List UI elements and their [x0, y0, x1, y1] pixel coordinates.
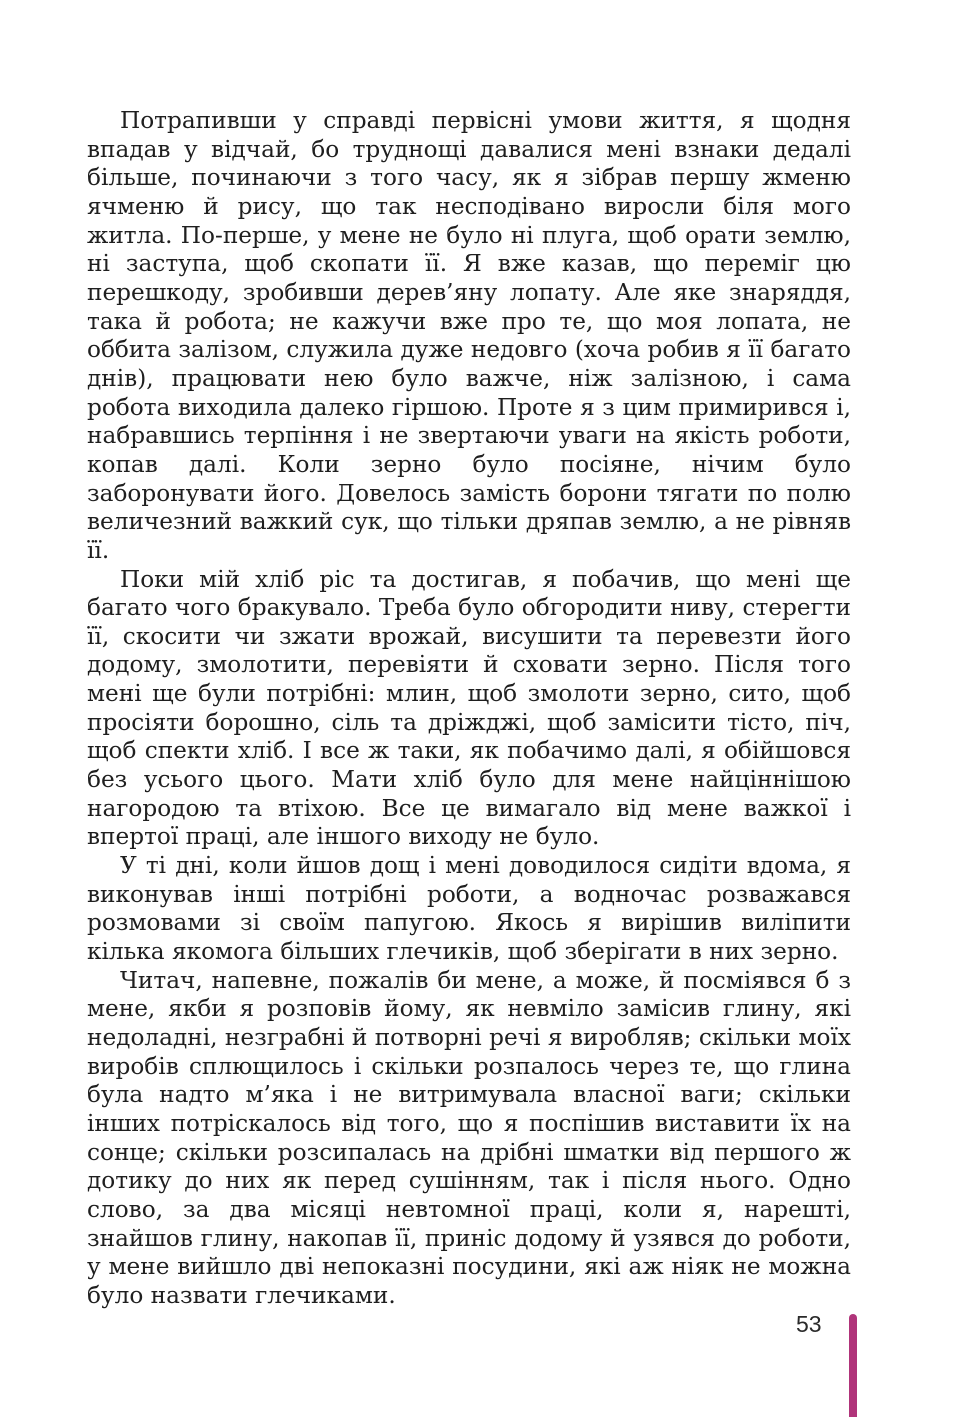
text-body — [87, 107, 851, 1311]
paragraph-2: Поки мій хліб ріс та достигав, я побачив, що мені ще багато чого бракувало. Треба було обгородити ниву, стерегти її, скосити чи зжати врожай, висушити та перевезти його додому, змолотити, перевіяти й сховати зерно. Після того мені ще були потрібні: млин, щоб змолоти зерно, сито, щоб просіяти борошно, сіль та дріжджі, щоб замісити тісто, піч, щоб спекти хліб. І все ж таки, як побачимо далі, я обійшовся без усього цього. Мати хліб було для мене найціннішою нагородою та втіхою. Все це вимагало від мене важкої і впертої праці, але іншого виходу не було. — [87, 565, 851, 851]
page-number: 53 — [796, 1311, 822, 1337]
paragraph-4: Читач, напевне, пожалів би мене, а може, й посміявся б з мене, якби я розповів йому, як невміло замісив глину, які недоладні, незграбні й потворні речі я виробляв; скільки моїх виробів сплющилось і скільки розпалось через те, що глина була надто м’яка і не витримувала власної ваги; скільки інших потріскалось від того, що я поспішив виставити їх на сонце; скільки розсипалась на дрібні шматки від першого ж дотику до них як перед сушінням, так і після нього. Одно слово, за два місяці невтомної праці, коли я, нарешті, знайшов глину, накопав її, приніс додому й узявся до роботи, у мене вийшло дві непоказні посудини, які аж ніяк не можна було назвати глечиками. — [87, 966, 851, 1309]
paragraph-3: У ті дні, коли йшов дощ і мені доводилося сидіти вдома, я виконував інші потрібні роботи, а водночас розважався розмовами зі своїм папугою. Якось я вирішив виліпити кілька якомога більших глечиків, щоб зберігати в них зерно. — [87, 852, 851, 966]
paragraph-1: Потрапивши у справді первісні умови життя, я щодня впадав у відчай, бо труднощі давалися мені взнаки дедалі більше, починаючи з того часу, як я зібрав першу жменю ячменю й рису, що так несподівано виросли біля мого житла. По-перше, у мене не було ні плуга, щоб орати землю, ні заступа, щоб скопати її. Я вже казав, що переміг цю перешкоду, зробивши дерев’яну лопату. Але яке знаряддя, така й робота; не кажучи вже про те, що моя лопата, не оббита залізом, служила дуже недовго (хоча робив я її багато днів), працювати нею було важче, ніж залізною, і сама робота виходила далеко гіршою. Проте я з цим примирився і, набравшись терпіння і не звертаючи уваги на якість роботи, копав далі. Коли зерно було посіяне, нічим було заборонувати його. Довелось замість борони тягати по полю величезний важкий сук, що тільки дряпав землю, а не рівняв її. — [87, 107, 851, 564]
page-edge-marker — [849, 1314, 857, 1417]
